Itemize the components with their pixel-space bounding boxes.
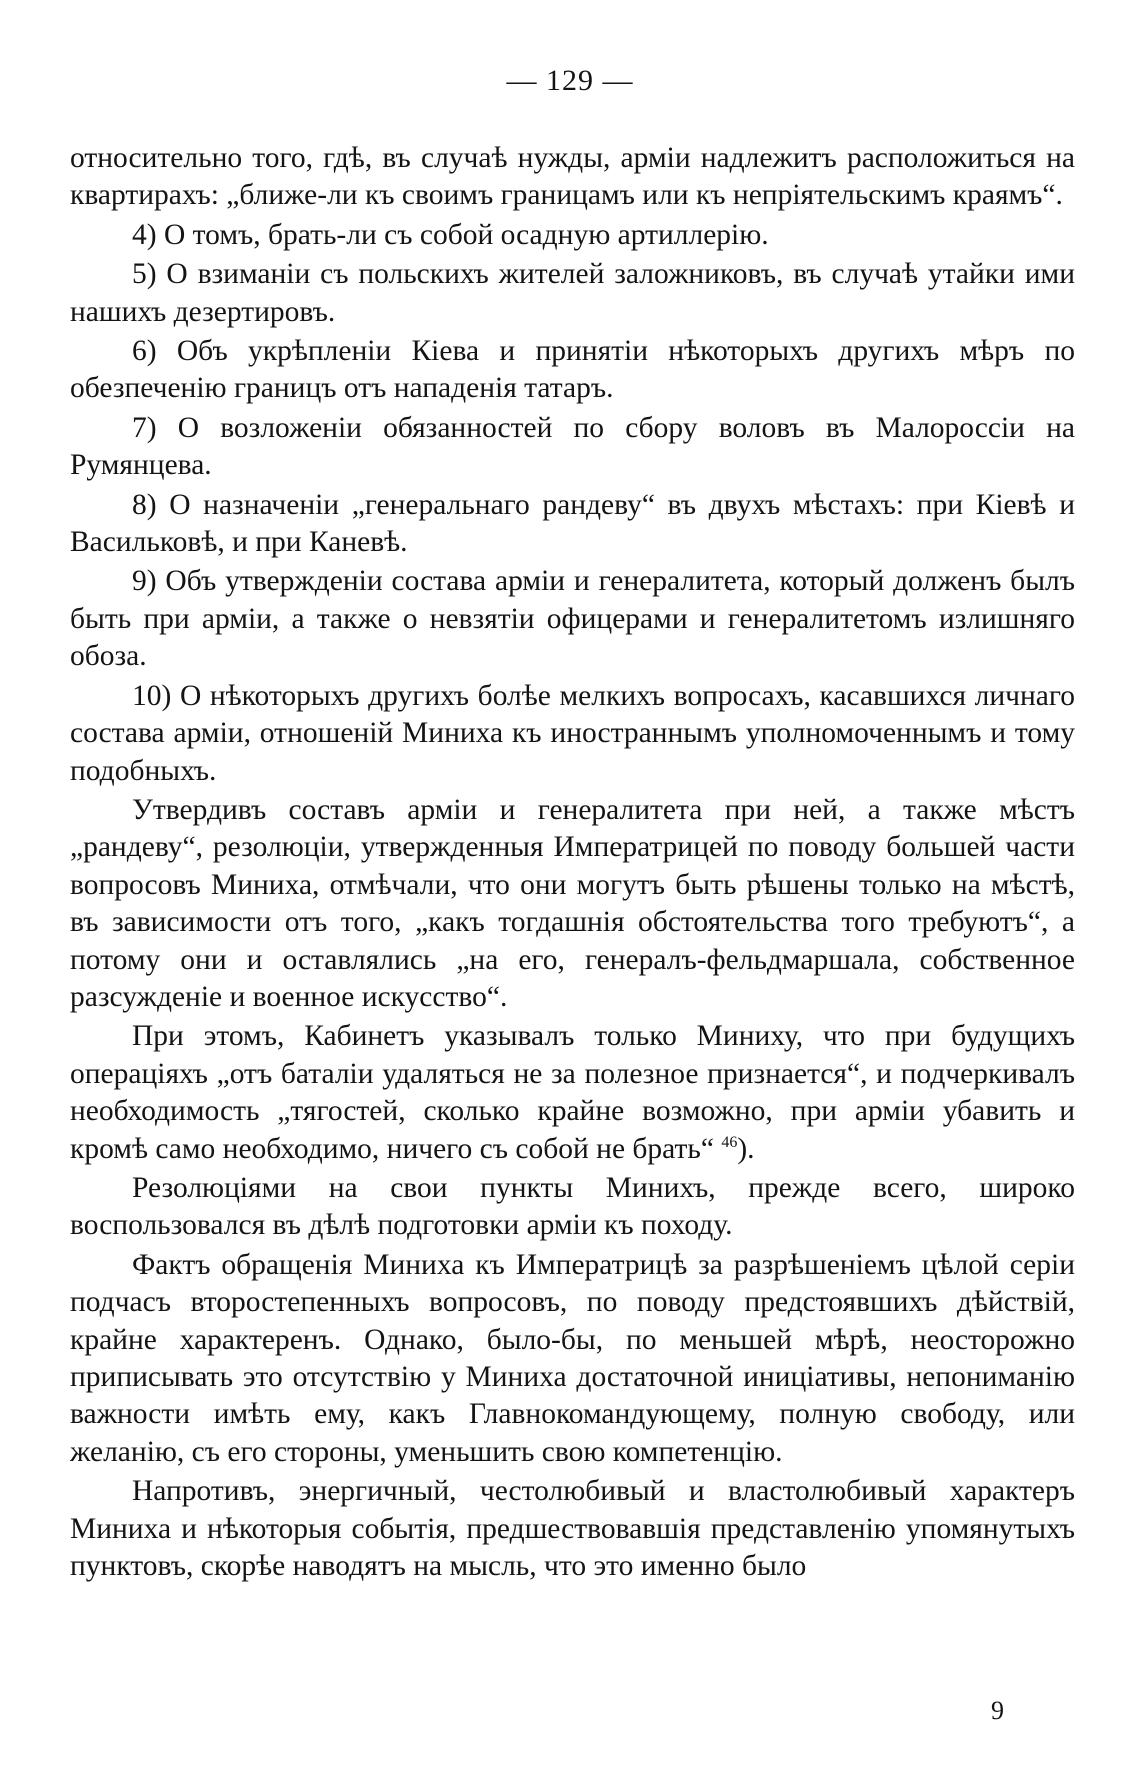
paragraph: Фактъ обращенія Миниха къ Императрицѣ за разрѣшеніемъ цѣлой серіи подчасъ второстепенныхъ вопросовъ, по поводу предстоявшихъ дѣйствій, крайне характеренъ. Однако, было-бы, по меньшей мѣрѣ, неосторожно приписывать это отсутствію у Миниха достаточной иниціативы, непониманію важности имѣть ему, какъ Главнокомандующему, полную свободу, или желанію, съ его стороны, уменьшить свою компетенцію. bbox=[70, 1248, 1075, 1468]
body-text bbox=[70, 140, 1075, 1585]
signature-mark: 9 bbox=[991, 1696, 1004, 1725]
page-number: — 129 — bbox=[506, 64, 634, 97]
paragraph-continuation: относительно того, гдѣ, въ случаѣ нужды, арміи надлежитъ расположиться на квартирахъ: „ближе-ли къ своимъ границамъ или къ непріятельскимъ краямъ“. bbox=[70, 142, 1075, 212]
footnote-close: ). bbox=[737, 1132, 755, 1165]
paragraph: Резолюціями на свои пункты Минихъ, прежде всего, широко воспользовался въ дѣлѣ подготовки арміи къ походу. bbox=[70, 1171, 1075, 1242]
paragraph-text: При этомъ, Кабинетъ указывалъ только Миниху, что при будущихъ операціяхъ „отъ баталіи удаляться не за полезное признается“, и подчеркивалъ необходимость „тягостей, сколько крайне возможно, при арміи убавить и кромѣ само необходимо, ничего съ собой не брать“ bbox=[70, 1020, 1075, 1165]
list-item-6: 6) Объ укрѣпленіи Кіева и принятіи нѣкоторыхъ другихъ мѣръ по обезпеченію границъ отъ нападенія татаръ. bbox=[70, 335, 1075, 405]
list-item-10: 10) О нѣкоторыхъ другихъ болѣе мелкихъ вопросахъ, касавшихся личнаго состава арміи, отношеній Миниха къ иностраннымъ уполномоченнымъ и тому подобныхъ. bbox=[70, 679, 1075, 787]
list-item-8: 8) О назначеніи „генеральнаго рандеву“ въ двухъ мѣстахъ: при Кіевѣ и Васильковѣ, и при Каневѣ. bbox=[70, 488, 1075, 559]
footnote-reference: 46 bbox=[721, 1133, 738, 1151]
list-item-7: 7) О возложеніи обязанностей по сбору воловъ въ Малороссіи на Румянцева. bbox=[70, 411, 1075, 482]
list-item-5: 5) О взиманіи съ польскихъ жителей заложниковъ, въ случаѣ утайки ими нашихъ дезертировъ. bbox=[70, 258, 1075, 328]
paragraph-with-footnote bbox=[70, 1018, 1075, 1168]
list-item-9: 9) Объ утвержденіи состава арміи и генералитета, который долженъ былъ быть при арміи, а также о невзятіи офицерами и генералитетомъ излишняго обоза. bbox=[70, 565, 1075, 673]
paragraph: Напротивъ, энергичный, честолюбивый и властолюбивый характеръ Миниха и нѣкоторыя событія, предшествовавшія представленію упомянутыхъ пунктовъ, скорѣе наводятъ на мысль, что это именно было bbox=[70, 1475, 1075, 1583]
list-item-4: 4) О томъ, брать-ли съ собой осадную артиллерію. bbox=[132, 218, 769, 251]
paragraph: Утвердивъ составъ арміи и генералитета при ней, а также мѣстъ „рандеву“, резолюціи, утвержденныя Императрицей по поводу большей части вопросовъ Миниха, отмѣчали, что они могутъ быть рѣшены только на мѣстѣ, въ зависимости отъ того, „какъ тогдашнія обстоятельства того требуютъ“, а потому они и оставлялись „на его, генералъ-фельдмаршала, собственное разсужденіе и военное искусство“. bbox=[70, 793, 1075, 1013]
